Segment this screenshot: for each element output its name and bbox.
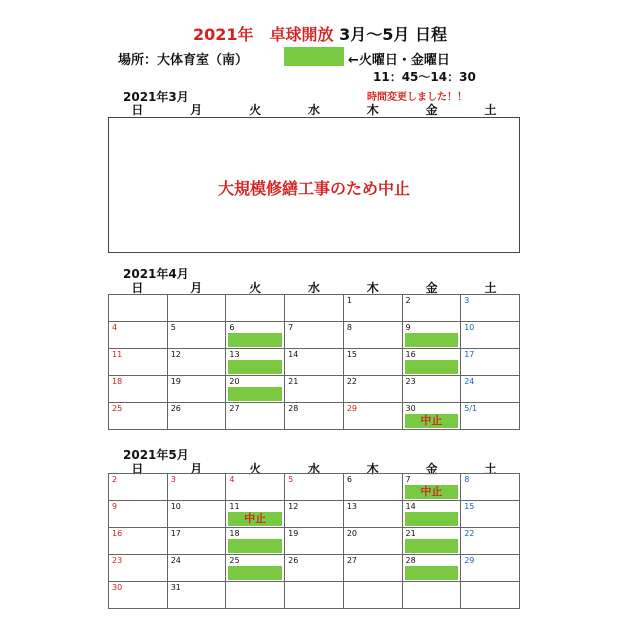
day-number: 14 xyxy=(405,502,416,511)
calendar-day-cell xyxy=(226,582,285,609)
day-number: 11 xyxy=(229,502,240,511)
day-number: 5 xyxy=(170,323,176,332)
weekday-label: 水 xyxy=(307,103,320,117)
calendar-day-cell xyxy=(109,474,168,501)
legend-days: ←火曜日・金曜日 xyxy=(348,53,450,68)
calendar-day-cell xyxy=(402,376,461,403)
calendar-week-row xyxy=(109,349,520,376)
day-number: 2 xyxy=(112,475,118,484)
calendar-day-cell xyxy=(109,528,168,555)
legend-time: 11：45～14：30 xyxy=(373,70,476,84)
calendar-day-cell xyxy=(285,474,344,501)
weekday-label: 日 xyxy=(131,103,144,117)
day-number: 5/1 xyxy=(464,404,478,413)
day-number: 13 xyxy=(346,502,357,511)
open-session-bar xyxy=(405,485,459,499)
day-number: 18 xyxy=(229,529,240,538)
day-number: 13 xyxy=(229,350,240,359)
calendar-day-cell xyxy=(226,528,285,555)
calendar-day-cell xyxy=(461,474,520,501)
calendar-day-cell xyxy=(285,555,344,582)
calendar-day-cell xyxy=(285,376,344,403)
calendar-day-cell xyxy=(461,376,520,403)
day-number: 4 xyxy=(229,475,235,484)
day-number: 28 xyxy=(288,404,299,413)
calendar-day-cell xyxy=(343,322,402,349)
calendar-day-cell xyxy=(285,349,344,376)
calendar-day-cell xyxy=(402,528,461,555)
calendar-day-cell xyxy=(109,349,168,376)
calendar-week-row xyxy=(109,501,520,528)
open-session-bar xyxy=(228,539,282,553)
calendar-day-cell xyxy=(226,474,285,501)
page-title xyxy=(0,22,640,45)
weekday-label: 金 xyxy=(425,462,438,476)
open-session-bar xyxy=(405,360,459,374)
calendar-day-cell xyxy=(167,322,226,349)
calendar-day-cell xyxy=(402,322,461,349)
calendar-day-cell xyxy=(167,474,226,501)
calendar-day-cell xyxy=(402,474,461,501)
weekday-label: 金 xyxy=(425,103,438,117)
time-change-notice: 時間変更しました！！ xyxy=(367,92,467,103)
calendar-day-cell xyxy=(461,528,520,555)
calendar-day-cell xyxy=(343,349,402,376)
calendar-day-cell xyxy=(285,322,344,349)
calendar-day-cell xyxy=(285,501,344,528)
calendar-day-cell xyxy=(343,474,402,501)
calendar-day-cell xyxy=(167,295,226,322)
day-number: 20 xyxy=(346,529,357,538)
day-number: 25 xyxy=(112,404,123,413)
calendar-day-cell xyxy=(343,555,402,582)
day-number: 26 xyxy=(288,556,299,565)
calendar-day-cell xyxy=(285,582,344,609)
day-number: 12 xyxy=(288,502,299,511)
day-number: 31 xyxy=(170,583,181,592)
day-number: 20 xyxy=(229,377,240,386)
calendar-day-cell xyxy=(343,376,402,403)
calendar-day-cell xyxy=(461,403,520,430)
day-number: 26 xyxy=(170,404,181,413)
calendar-day-cell xyxy=(109,582,168,609)
weekday-label: 水 xyxy=(307,281,320,295)
calendar-day-cell xyxy=(461,501,520,528)
day-number: 27 xyxy=(229,404,240,413)
weekday-label: 月 xyxy=(190,281,203,295)
open-session-bar xyxy=(228,512,282,526)
calendar-day-cell xyxy=(402,582,461,609)
day-number: 18 xyxy=(112,377,123,386)
weekday-label: 火 xyxy=(249,103,262,117)
march-cancel-message: 大規模修繕工事のため中止 xyxy=(217,179,410,198)
day-number: 10 xyxy=(170,502,181,511)
open-session-bar xyxy=(228,387,282,401)
day-number: 21 xyxy=(405,529,416,538)
calendar-week-row xyxy=(109,322,520,349)
day-number: 21 xyxy=(288,377,299,386)
weekday-header-april xyxy=(108,279,520,293)
weekday-label: 月 xyxy=(190,103,203,117)
calendar-day-cell xyxy=(461,555,520,582)
day-number: 23 xyxy=(405,377,416,386)
weekday-header-march xyxy=(108,101,520,115)
may-calendar xyxy=(108,473,520,609)
calendar-day-cell xyxy=(167,582,226,609)
calendar-day-cell xyxy=(109,555,168,582)
day-number: 2 xyxy=(405,296,411,305)
cancelled-label: 中止 xyxy=(244,512,267,525)
calendar-day-cell xyxy=(461,322,520,349)
title-period: 3月～5月 日程 xyxy=(339,25,447,44)
calendar-day-cell xyxy=(167,349,226,376)
weekday-label: 日 xyxy=(131,462,144,476)
day-number: 16 xyxy=(112,529,123,538)
open-session-bar xyxy=(405,333,459,347)
day-number: 6 xyxy=(229,323,235,332)
calendar-day-cell xyxy=(343,582,402,609)
weekday-label: 水 xyxy=(307,462,320,476)
month-label-april: 2021年4月 xyxy=(123,267,189,281)
weekday-label: 月 xyxy=(190,462,203,476)
open-session-bar xyxy=(405,414,459,428)
calendar-day-cell xyxy=(226,295,285,322)
day-number: 8 xyxy=(346,323,352,332)
calendar-week-row xyxy=(109,555,520,582)
open-session-bar xyxy=(405,512,459,526)
day-number: 24 xyxy=(170,556,181,565)
day-number: 15 xyxy=(346,350,357,359)
open-session-bar xyxy=(405,566,459,580)
day-number: 9 xyxy=(405,323,411,332)
weekday-label: 木 xyxy=(366,103,379,117)
day-number: 23 xyxy=(112,556,123,565)
calendar-day-cell xyxy=(343,501,402,528)
calendar-week-row xyxy=(109,474,520,501)
day-number: 9 xyxy=(112,502,118,511)
day-number: 17 xyxy=(170,529,181,538)
calendar-day-cell xyxy=(109,501,168,528)
month-label-may: 2021年5月 xyxy=(123,448,189,462)
day-number: 7 xyxy=(405,475,411,484)
calendar-day-cell xyxy=(343,403,402,430)
day-number: 7 xyxy=(288,323,294,332)
calendar-day-cell xyxy=(167,528,226,555)
day-number: 12 xyxy=(170,350,181,359)
day-number: 22 xyxy=(464,529,475,538)
day-number: 4 xyxy=(112,323,118,332)
day-number: 22 xyxy=(346,377,357,386)
calendar-week-row xyxy=(109,295,520,322)
title-year-event: 2021年 卓球開放 xyxy=(193,25,334,44)
day-number: 25 xyxy=(229,556,240,565)
day-number: 10 xyxy=(464,323,475,332)
weekday-header-may xyxy=(108,460,520,474)
open-session-bar xyxy=(228,566,282,580)
calendar-day-cell xyxy=(226,555,285,582)
day-number: 30 xyxy=(112,583,123,592)
calendar-day-cell xyxy=(109,376,168,403)
day-number: 14 xyxy=(288,350,299,359)
calendar-day-cell xyxy=(285,295,344,322)
day-number: 29 xyxy=(346,404,357,413)
calendar-day-cell xyxy=(109,322,168,349)
calendar-day-cell xyxy=(109,403,168,430)
calendar-day-cell xyxy=(402,295,461,322)
calendar-week-row xyxy=(109,403,520,430)
april-calendar xyxy=(108,294,520,430)
day-number: 11 xyxy=(112,350,123,359)
day-number: 8 xyxy=(464,475,470,484)
weekday-label: 火 xyxy=(249,281,262,295)
day-number: 29 xyxy=(464,556,475,565)
open-session-bar xyxy=(405,539,459,553)
day-number: 28 xyxy=(405,556,416,565)
cancelled-label: 中止 xyxy=(420,485,443,498)
weekday-label: 金 xyxy=(425,281,438,295)
calendar-day-cell xyxy=(461,295,520,322)
month-label-march: 2021年3月 xyxy=(123,90,189,104)
calendar-day-cell xyxy=(226,376,285,403)
calendar-day-cell xyxy=(109,295,168,322)
weekday-label: 土 xyxy=(484,462,497,476)
weekday-label: 木 xyxy=(366,462,379,476)
day-number: 27 xyxy=(346,556,357,565)
day-number: 16 xyxy=(405,350,416,359)
open-session-bar xyxy=(228,360,282,374)
calendar-day-cell xyxy=(402,349,461,376)
day-number: 19 xyxy=(288,529,299,538)
weekday-label: 火 xyxy=(249,462,262,476)
calendar-day-cell xyxy=(226,349,285,376)
cancelled-label: 中止 xyxy=(420,414,443,427)
calendar-day-cell xyxy=(226,501,285,528)
day-number: 19 xyxy=(170,377,181,386)
calendar-day-cell xyxy=(402,403,461,430)
day-number: 1 xyxy=(346,296,352,305)
open-session-bar xyxy=(228,333,282,347)
calendar-day-cell xyxy=(167,501,226,528)
calendar-day-cell xyxy=(343,528,402,555)
calendar-day-cell xyxy=(167,403,226,430)
calendar-day-cell xyxy=(285,528,344,555)
weekday-label: 日 xyxy=(131,281,144,295)
day-number: 17 xyxy=(464,350,475,359)
weekday-label: 木 xyxy=(366,281,379,295)
calendar-day-cell xyxy=(402,555,461,582)
calendar-week-row xyxy=(109,582,520,609)
venue-label: 場所：大体育室（南） xyxy=(118,53,249,68)
calendar-day-cell xyxy=(402,501,461,528)
calendar-week-row xyxy=(109,528,520,555)
day-number: 15 xyxy=(464,502,475,511)
day-number: 24 xyxy=(464,377,475,386)
calendar-day-cell xyxy=(226,322,285,349)
day-number: 3 xyxy=(170,475,176,484)
day-number: 5 xyxy=(288,475,294,484)
calendar-day-cell xyxy=(167,376,226,403)
calendar-week-row xyxy=(109,376,520,403)
calendar-day-cell xyxy=(461,582,520,609)
calendar-day-cell xyxy=(167,555,226,582)
legend-swatch xyxy=(284,47,344,66)
day-number: 30 xyxy=(405,404,416,413)
calendar-day-cell xyxy=(285,403,344,430)
weekday-label: 土 xyxy=(484,103,497,117)
day-number: 3 xyxy=(464,296,470,305)
calendar-day-cell xyxy=(343,295,402,322)
calendar-day-cell xyxy=(461,349,520,376)
calendar-day-cell xyxy=(226,403,285,430)
weekday-label: 土 xyxy=(484,281,497,295)
day-number: 6 xyxy=(346,475,352,484)
